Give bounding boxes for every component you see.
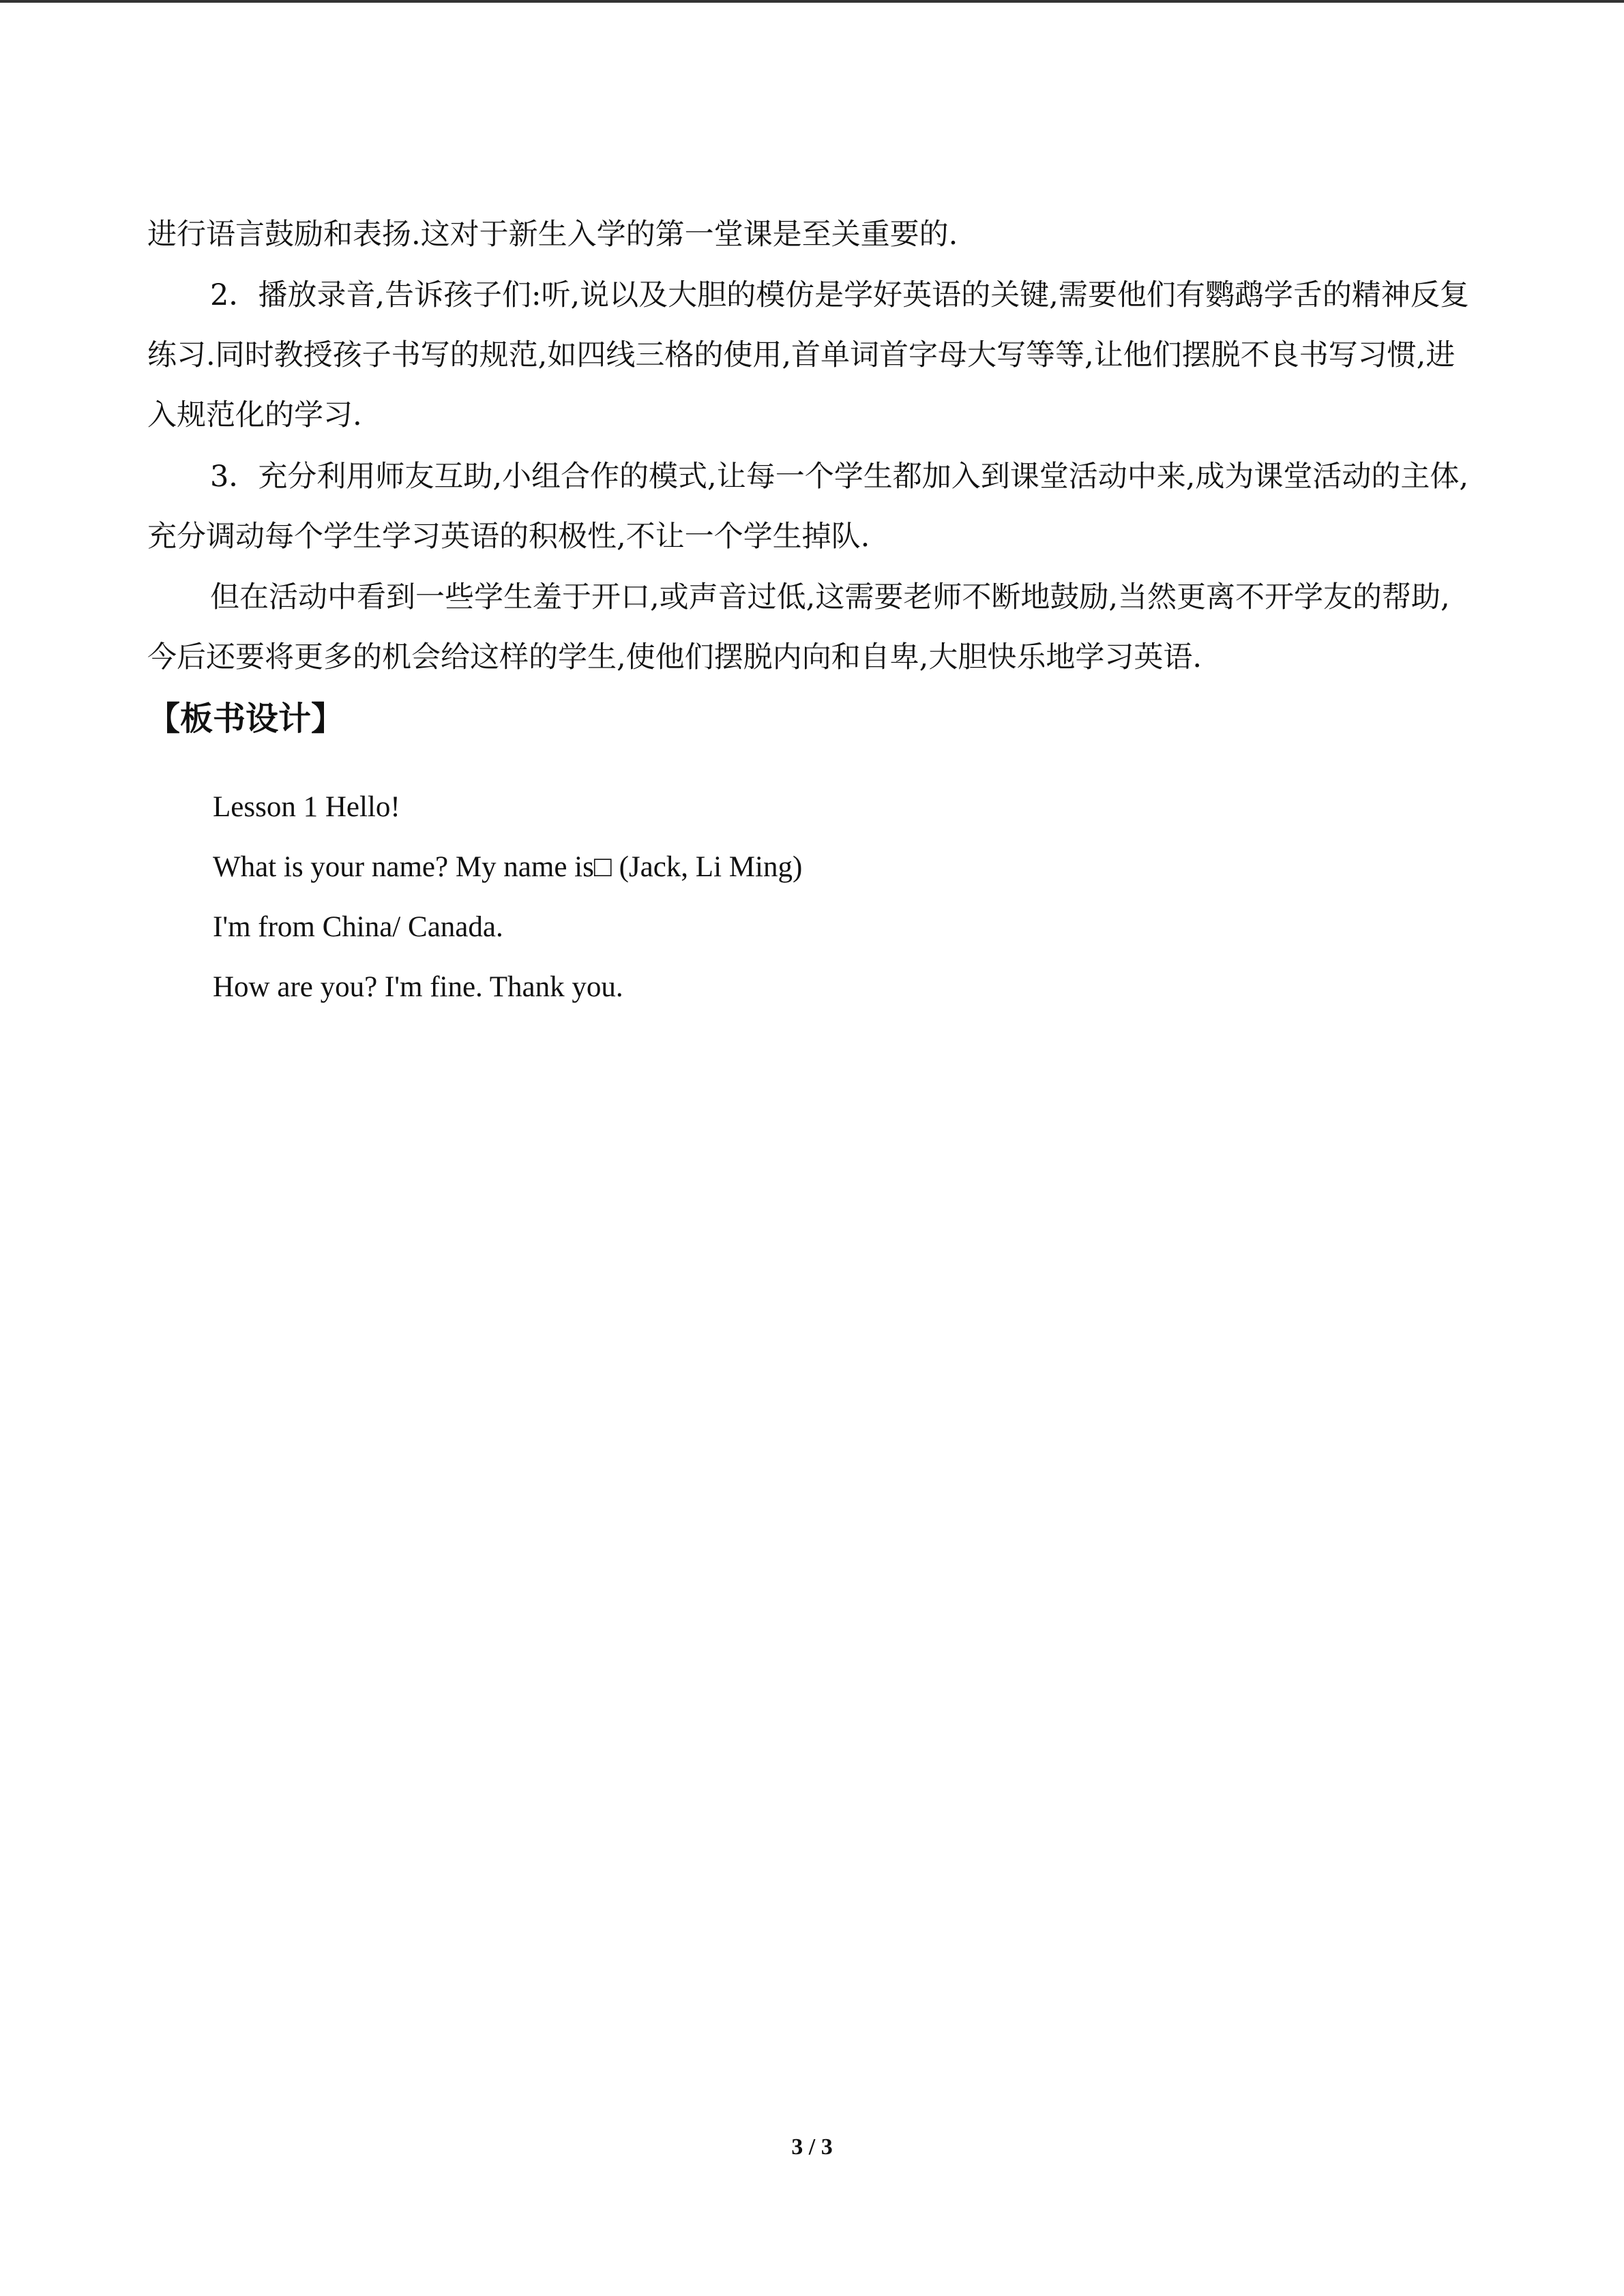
board-line-lesson-title: Lesson 1 Hello! bbox=[213, 791, 400, 823]
paragraph-encouragement: 进行语言鼓励和表扬.这对于新生入学的第一堂课是至关重要的. bbox=[147, 218, 958, 252]
board-line-name-question: What is your name? My name is□ (Jack, Li Ming) bbox=[213, 851, 803, 883]
board-line-greeting: How are you? I'm fine. Thank you. bbox=[213, 971, 623, 1003]
page-top-border bbox=[0, 0, 1624, 3]
paragraph-recording: 2．播放录音,告诉孩子们:听,说以及大胆的模仿是学好英语的关键,需要他们有鹦鹉学舌的精神反复练习.同时教授孩子书写的规范,如四线三格的使用,首单词首字母大写等等,让他们摆脱不良书写习惯,进入规范化的学习. bbox=[147, 278, 1469, 432]
board-line-country: I'm from China/ Canada. bbox=[213, 911, 503, 943]
board-design-content bbox=[213, 777, 802, 1017]
board-design-heading: 【板书设计】 bbox=[147, 700, 344, 738]
paragraph-reflection: 但在活动中看到一些学生羞于开口,或声音过低,这需要老师不断地鼓励,当然更离不开学友的帮助,今后还要将更多的机会给这样的学生,使他们摆脱内向和自卑,大胆快乐地学习英语. bbox=[147, 580, 1450, 674]
page-number: 3 / 3 bbox=[791, 2134, 833, 2160]
paragraph-cooperation: 3．充分利用师友互助,小组合作的模式,让每一个学生都加入到课堂活动中来,成为课堂活动的主体,充分调动每个学生学习英语的积极性,不让一个学生掉队. bbox=[147, 460, 1469, 554]
